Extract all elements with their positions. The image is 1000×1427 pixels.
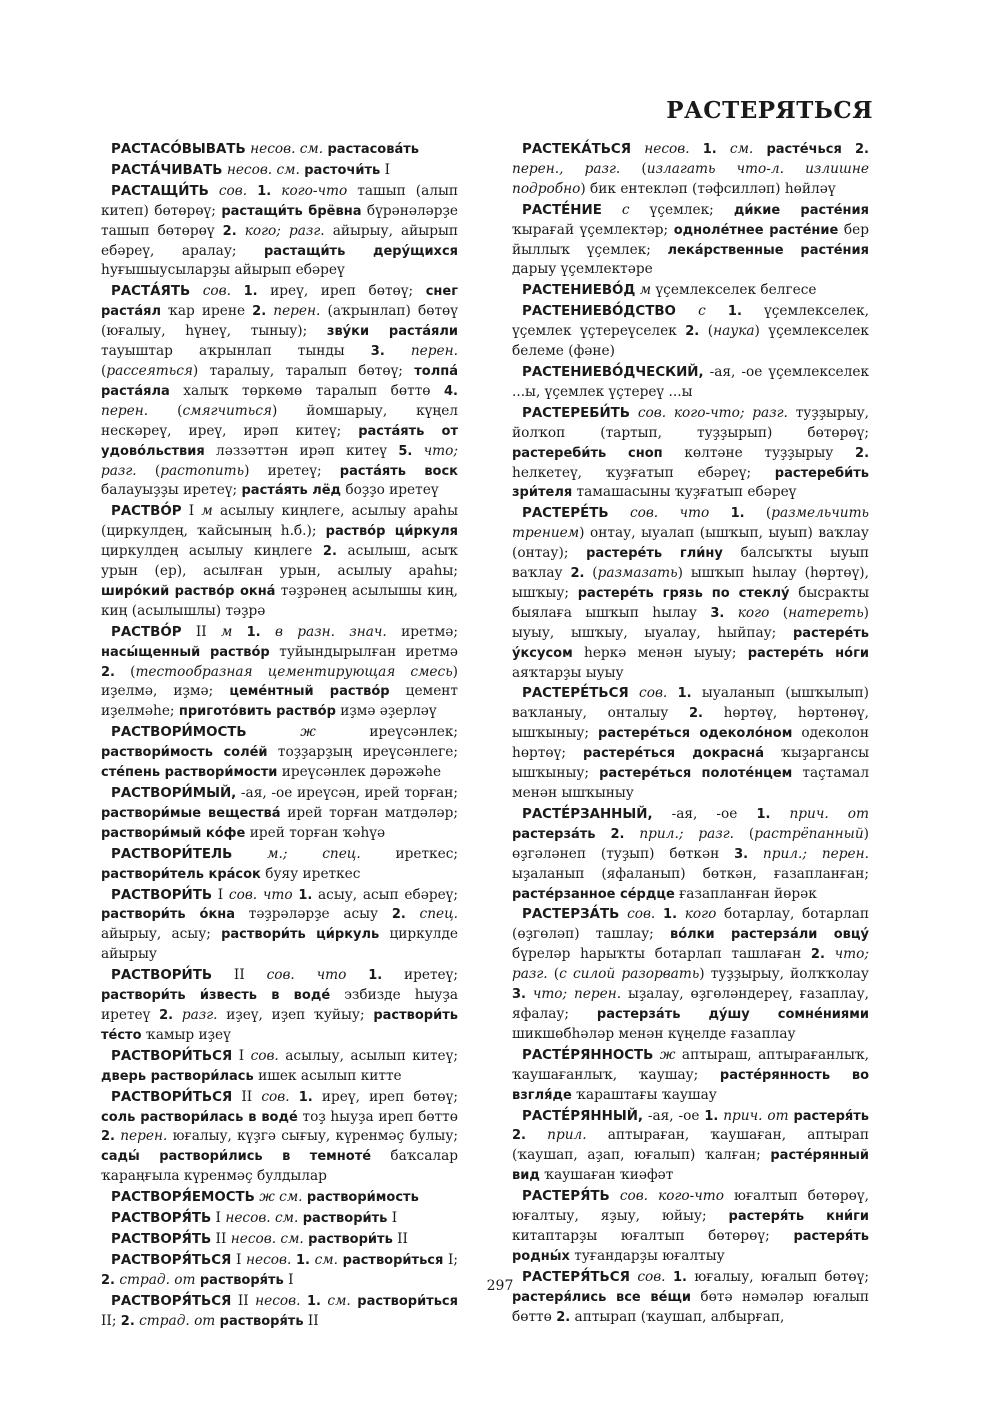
entry-definition: II несов. см. раствори́ть II <box>211 1230 408 1247</box>
entry-headword: РАСТЕРЯ́ТЬ <box>522 1189 610 1205</box>
dictionary-entry <box>512 504 869 683</box>
dictionary-entry <box>101 1230 458 1250</box>
entry-definition: I сов. что 1. асыу, асып ебәреү; раствори́ть о́кна тәҙрәләрҙе асыу 2. спец. айырыу, асыу; раствори́ть ци́ркуль циркулде айырыу <box>101 886 459 963</box>
entry-headword: РАСТАСО́ВЫВАТЬ <box>111 142 246 157</box>
dictionary-entry <box>101 1188 458 1208</box>
entry-definition: несов. 1. см. расте́чься 2. перен., разг. (излагать что-л. излишне подробно) бик ентекләп (тәфсилләп) һөйләү <box>512 141 869 197</box>
dictionary-entry <box>101 784 458 844</box>
dictionary-entry <box>101 886 458 966</box>
dictionary-entry <box>512 140 869 200</box>
entry-headword: РАСТАЩИ́ТЬ <box>111 183 209 199</box>
entry-headword: РАСТВО́Р <box>111 504 182 520</box>
dictionary-entry <box>512 684 869 803</box>
dictionary-entry <box>101 182 458 282</box>
entry-definition: ж см. раствори́мость <box>259 1189 419 1206</box>
entry-headword: РАСТЕРЕБИ́ТЬ <box>522 405 631 421</box>
dictionary-entry <box>101 1088 458 1188</box>
entry-definition: несов. см. расточи́ть I <box>226 161 391 178</box>
entry-definition: II несов. 1. см. раствори́ться II; 2. страд. от растворя́ть II <box>101 1292 458 1329</box>
dictionary-entry <box>512 1268 869 1328</box>
entry-headword: РАСТВОРИ́ТЬ <box>111 968 213 984</box>
dictionary-entry <box>512 1187 869 1267</box>
entry-definition: I несов. 1. см. раствори́ться I; 2. страд. от растворя́ть I <box>101 1251 458 1288</box>
entry-headword: РАСТВОРИ́ТЬСЯ <box>111 1089 233 1105</box>
right-column <box>512 140 869 1328</box>
dictionary-entry <box>512 302 869 362</box>
entry-headword: РАСТВО́Р <box>111 624 182 640</box>
dictionary-entry <box>101 1209 458 1229</box>
entry-headword: РАСТЕРЗА́ТЬ <box>522 907 620 923</box>
dictionary-entry <box>101 161 458 181</box>
entry-definition: сов. 1. кого ботарлау, ботарлап (өҙгөләп) ташлау; во́лки растерза́ли овцу́ бүреләр һарыҡты ботарлап ташлаған 2. что; разг. (с силой разорвать) туҙҙырыу, йолҡҡолау 3. что; перен. ыҙалау, өҙгөләндереү, ғазаплау, яфалау; растерза́ть ду́шу сомне́ниями шикшөбһәләр менән күңелде ғазаплау <box>512 906 869 1042</box>
entry-headword: РАСТВОРИ́ТЕЛЬ <box>111 846 233 862</box>
entry-definition: с үҫемлек; ди́кие расте́ния ҡырағай үҫемлектәр; одноле́тнее расте́ние бер йыллыҡ үҫемлек; лека́рственные расте́ния дарыу үҫемлектәре <box>512 201 869 278</box>
entry-definition: I несов. см. раствори́ть I <box>211 1210 398 1227</box>
entry-definition: -ая, -ое ирeүсән, ирей торған; раствори́мые вещества́ ирей торған матдәләр; раствори́мый ко́фе ирей торған ҡәһүә <box>101 785 458 841</box>
entry-definition: сов. 1. кого-что ташып (алып китеп) бөтөрөү; растащи́ть брёвна бүрәнәләрҙе ташып бөтөрөү 2. кого; разг. айырыу, айырып ебәреү, аралау; растащи́ть деру́щихся һуғышыусыларҙы айырып ебәреү <box>101 182 459 279</box>
entry-headword: РАСТЕ́РЯННЫЙ, <box>522 1108 643 1124</box>
entry-definition: -ая, -ое 1. прич. от растерза́ть 2. прил.; разг. (растрёпанный) өҙгәләнеп (туҙып) бөткән 3. прил.; перен. ыҙаланып (яфаланып) бөткән, ғазапланған; расте́рзанное се́рдце ғазапланған йөрәк <box>512 805 869 902</box>
dictionary-entry <box>101 723 458 783</box>
dictionary-entry <box>101 502 458 621</box>
entry-definition: сов. кого-что юғалтып бөтөрөү, юғалтыу, яҙыу, юйыу; растеря́ть кни́ги китаптарҙы юғалтып бөтөрөү; растеря́ть родны́х туғандарҙы юғалтыу <box>512 1188 869 1264</box>
entry-definition: -ая, -ое 1. прич. от растеря́ть 2. прил. аптыраған, ҡаушаған, аптырап (ҡаушап, аҙап, юғалып) ҡалған; расте́рянный вид ҡаушаған ҡиәфәт <box>512 1107 869 1184</box>
entry-definition: сов. 1. юғалыу, юғалып бөтөү; растеря́лись все ве́щи бөтә нәмәләр юғалып бөттө 2. аптырап (ҡаушап, албырғап, <box>512 1268 870 1325</box>
entry-headword: РАСТВОРИ́МОСТЬ <box>111 725 247 741</box>
entry-definition: несов. см. растасова́ть <box>250 141 419 157</box>
entry-headword: РАСТА́ЯТЬ <box>111 284 191 300</box>
dictionary-entry <box>512 404 869 504</box>
entry-headword: РАСТВОРИ́МЫЙ, <box>111 786 237 801</box>
entry-headword: РАСТЕНИЕВО́ДЧЕСКИЙ, <box>522 364 704 380</box>
dictionary-entry <box>101 140 458 160</box>
dictionary-entry <box>101 282 458 501</box>
entry-headword: РАСТЕ́РЯННОСТЬ <box>522 1047 654 1063</box>
entry-definition: сов. 1. иреү, иреп бөтөү; снег раста́ял ҡар ирене 2. перен. (аҡрынлап) бөтөү (юғалыу, һүнеү, тыныу); зву́ки раста́яли тауыштар аҡрынлап тынды 3. перен. (рассеяться) таралыу, таралып бөтөү; толпа́ раста́яла халыҡ төркөмө таралып бөттө 4. перен. (смягчиться) йомшарыу, күңел нескәреү, иреү, ирәп китеү; раста́ять от удово́льствия ләззәттән ирәп китеү 5. что; разг. (растопить) иретеү; раста́ять воск балауыҙҙы иретеү; раста́ять лёд боҙҙо иретеү <box>101 283 459 499</box>
page-number: 297 <box>486 1278 514 1294</box>
entry-headword: РАСТЕ́РЗАННЫЙ, <box>522 806 653 822</box>
entry-headword: РАСТЕКА́ТЬСЯ <box>522 142 632 157</box>
entry-definition: ж ирeүсәнлек; раствори́мость соле́й тоҙҙарҙың ирeүсәнлеге; сте́пень раствори́мости ирeүсәнлек дәрәжәһе <box>101 724 458 781</box>
dictionary-entry <box>512 1107 869 1187</box>
entry-definition: сов. кого-что; разг. туҙҙырыу, йолҡоп (тартып, туҙҙырып) бөтөрөү; растереби́ть сноп көлтәне туҙҙырыу 2. һелкетеү, ҡуҙғатып ебәреү; растереби́ть зри́теля тамашасыны ҡуҙғатып ебәреү <box>512 404 870 501</box>
entry-definition: м.; спец. иреткес; раствори́тель кра́сок буяу иреткес <box>101 845 458 882</box>
entry-headword: РАСТА́ЧИВАТЬ <box>111 162 223 178</box>
left-column <box>101 140 458 1332</box>
dictionary-entry <box>512 201 869 281</box>
entry-headword: РАСТВОРЯ́ТЬ <box>111 1231 212 1247</box>
entry-definition: II м 1. в разн. знач. иретмә; насы́щенный раство́р туйындырылған иретмә 2. (тестообразная цементирующая смесь) иҙелмә, иҙмә; цеме́нтный раство́р цемент иҙелмәһе; пригото́вить раство́р иҙмә әҙерләү <box>101 623 458 720</box>
entry-definition: II сов. 1. иреү, ирeп бөтөү; соль раствори́лась в воде́ тоҙ һыуҙа ирeп бөттө 2. перен. юғалыу, күҙгә сығыу, күренмәҫ булыу; сады́ раствори́лись в темноте́ баҡсалар ҡараңғыла күренмәҫ булдылар <box>101 1088 458 1185</box>
entry-headword: РАСТЕРЕ́ТЬ <box>522 506 609 522</box>
dictionary-entry <box>101 1047 458 1087</box>
entry-headword: РАСТВОРИ́ТЬ <box>111 887 213 903</box>
dictionary-entry <box>512 905 869 1044</box>
dictionary-entry <box>101 623 458 723</box>
entry-headword: РАСТВОРЯ́ТЬСЯ <box>111 1293 232 1309</box>
entry-headword: РАСТВОРЯ́ЕМОСТЬ <box>111 1190 255 1206</box>
entry-headword: РАСТВОРЯ́ТЬСЯ <box>111 1252 232 1268</box>
dictionary-entry <box>101 1292 458 1332</box>
entry-definition: ж аптыраш, аптырағанлыҡ, ҡаушағанлыҡ, ҡаушау; расте́рянность во взгля́де ҡараштағы ҡаушау <box>512 1046 870 1103</box>
dictionary-entry <box>101 966 458 1046</box>
entry-definition: I м асылыу киңлеге, асылыу араһы (циркулдең, ҡайсының һ.б.); раство́р ци́ркуля циркулдең асылыу киңлеге 2. асылыш, асыҡ урын (ер), асылған урын, асылыу араһы; широ́кий раство́р окна́ тәҙрәнең асылышы киң, киң (асылышлы) тәҙрә <box>101 503 458 619</box>
entry-headword: РАСТЕРЯ́ТЬСЯ <box>522 1269 630 1285</box>
dictionary-entry <box>512 805 869 905</box>
entry-headword: РАСТЕНИЕВО́ДСТВО <box>522 304 676 320</box>
entry-definition: I сов. асылыу, асылып китеү; дверь раствори́лась ишек асылып китте <box>101 1047 458 1084</box>
entry-definition: II сов. что 1. иретеү; раствори́ть и́звесть в воде́ эзбизде һыуҙа иретеү 2. разг. иҙеү, иҙеп ҡуйыу; раствори́ть те́сто ҡамыр иҙеү <box>101 967 458 1043</box>
dictionary-entry <box>512 1046 869 1106</box>
dictionary-entry <box>512 281 869 301</box>
entry-definition: с 1. үҫемлекселек, үҫемлек үҫтереүселек 2. (наука) үҫемлекселек белеме (фәне) <box>512 303 869 360</box>
entry-headword: РАСТВОРИ́ТЬСЯ <box>111 1048 233 1064</box>
entry-definition: сов. 1. ыуаланып (ышҡылып) ваҡланыу, онталыу 2. һөртөү, һөртөнөү, ышҡыныу; растере́ться одеколо́ном одеколон һөртөү; растере́ться докрасна́ ҡыҙаргансы ышҡыныу; растере́ться полоте́нцем таҫтамал менән ышҡыныу <box>512 685 870 801</box>
running-head: РАСТЕРЯТЬСЯ <box>666 97 873 124</box>
entry-headword: РАСТВОРЯ́ТЬ <box>111 1211 212 1227</box>
entry-headword: РАСТЕНИЕВО́Д <box>522 283 636 299</box>
entry-definition: м үҫемлекселек белгесе <box>639 282 817 299</box>
entry-headword: РАСТЕ́НИЕ <box>522 202 602 218</box>
dictionary-entry <box>101 845 458 885</box>
entry-headword: РАСТЕРЕ́ТЬСЯ <box>522 686 629 702</box>
dictionary-entry <box>512 363 869 403</box>
entry-definition: -ая, -ое үҫемлекселек ...ы, үҫемлек үҫтереү ...ы <box>512 363 869 400</box>
entry-definition: сов. что 1. (размельчить трением) онтау, ыуалап (ышҡып, ыуып) ваҡлау (онтау); растере́ть гли́ну балсыҡты ыуып ваҡлау 2. (размазать) ышҡып һылау (һөртөү), ышҡыу; растере́ть грязь по стеклу́ бысракты быялаға ышҡып һылау 3. кого (натереть) ыуыу, ышҡыу, ыуалау, һыйпау; растере́ть у́ксусом һеркә менән ыуыу; растере́ть но́ги аяҡтарҙы ыуыу <box>512 505 869 681</box>
